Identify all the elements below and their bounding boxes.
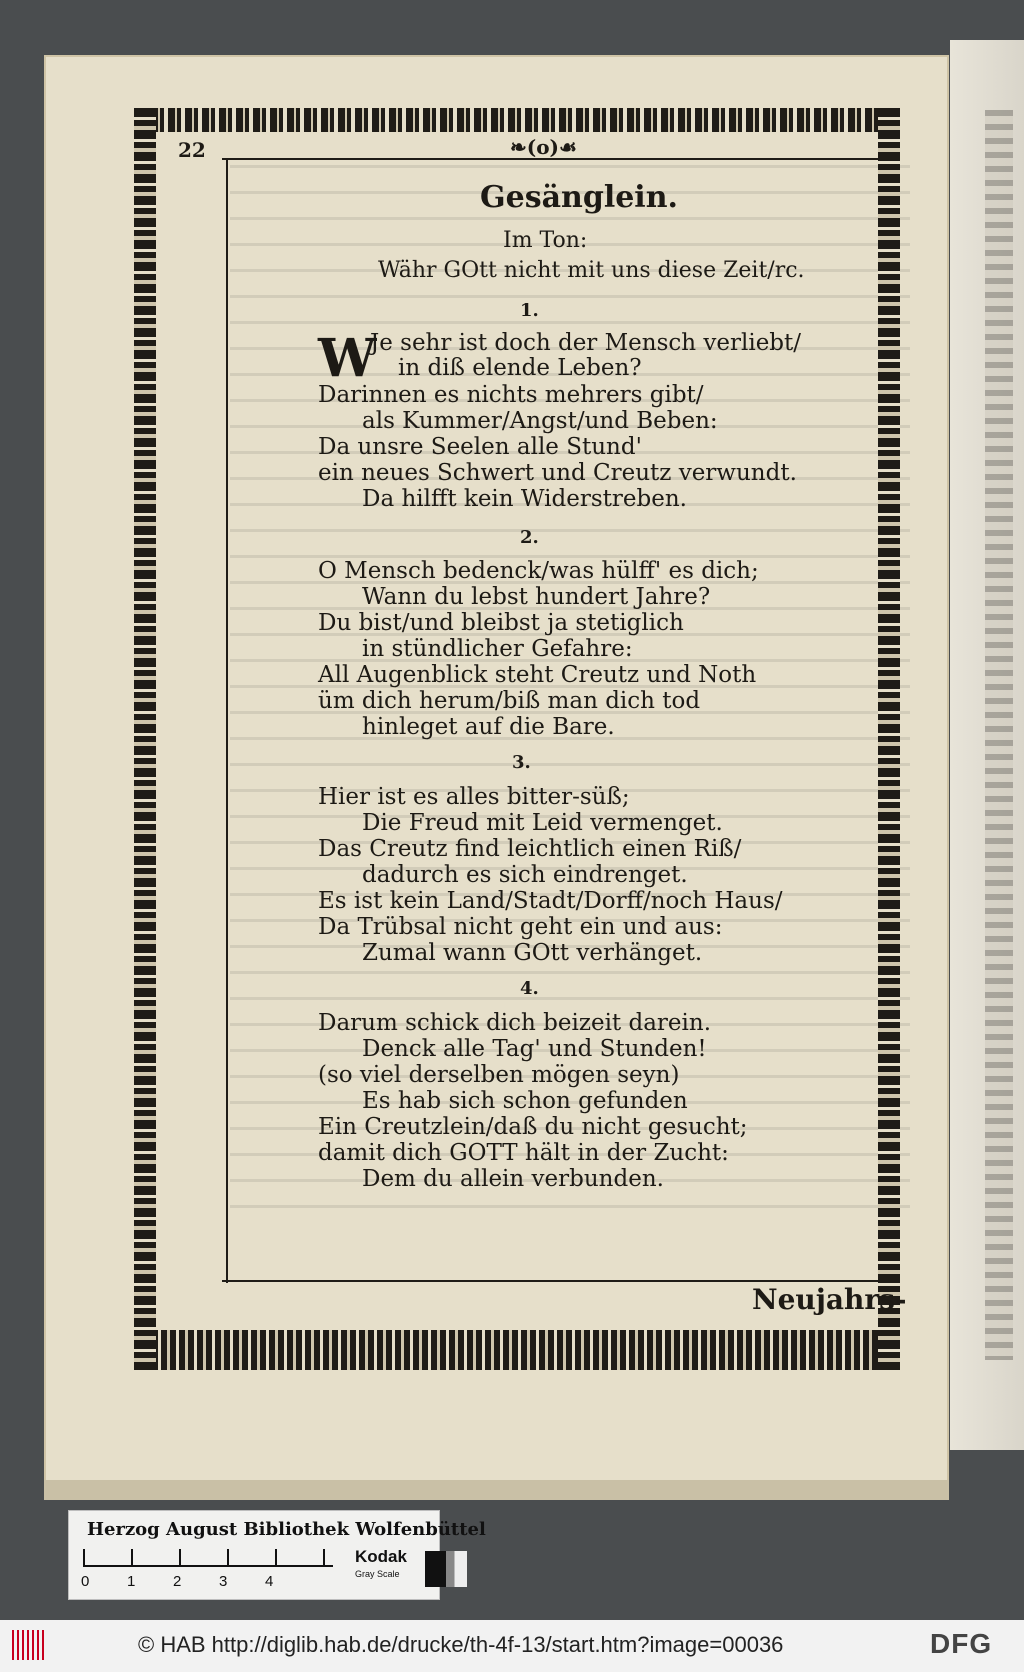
copyright-link[interactable]: © HAB http://diglib.hab.de/drucke/th-4f-13/start.htm?image=00036 (138, 1632, 784, 1657)
head-ornament: ❧(o)☙ (510, 135, 577, 159)
drop-cap: W (318, 328, 377, 389)
melody-reference: Währ GOtt nicht mit uns diese Zeit/rc. (378, 258, 805, 283)
verse-line: Es ist kein Land/Stadt/Dorff/noch Haus/ (318, 888, 783, 914)
verse-line: Da Trübsal nicht geht ein und aus: (318, 914, 723, 940)
verse-line: Das Creutz find leichtlich einen Riß/ (318, 836, 742, 862)
catchword: Neujahrs- (752, 1283, 907, 1316)
scale-number: 3 (219, 1573, 228, 1590)
verse-line: Denck alle Tag' und Stunden! (362, 1036, 707, 1062)
border-bottom-ornament (134, 1330, 900, 1370)
library-scale-label (68, 1510, 486, 1600)
verse-line: Es hab sich schon gefunden (362, 1088, 688, 1114)
verse-line: Du bist/und bleibst ja stetiglich (318, 610, 684, 636)
verse-line: Da hilfft kein Widerstreben. (362, 486, 687, 512)
verse-line: Dem du allein verbunden. (362, 1166, 664, 1192)
verse-line: als Kummer/Angst/und Beben: (362, 408, 718, 434)
page-bottom-edge (44, 1480, 949, 1500)
page-number: 22 (178, 138, 206, 162)
gray-scale-patch (425, 1551, 467, 1587)
verse-line: Zumal wann GOtt verhänget. (362, 940, 703, 966)
stanza-number: 4. (520, 978, 539, 999)
border-left-ornament (134, 108, 156, 1370)
verse-line: Darum schick dich beizeit darein. (318, 1010, 711, 1036)
verse-line: damit dich GOTT hält in der Zucht: (318, 1140, 729, 1166)
gray-scale-caption: Gray Scale (355, 1569, 400, 1579)
verse-line: in stündlicher Gefahre: (362, 636, 633, 662)
dfg-logo: DFG (930, 1628, 993, 1659)
stanza-number: 3. (512, 752, 531, 773)
verse-line: ein neues Schwert und Creutz verwundt. (318, 460, 797, 486)
tone-label: Im Ton: (503, 228, 588, 253)
verse-line: Darinnen es nichts mehrers gibt/ (318, 382, 704, 408)
verse-line: All Augenblick steht Creutz und Noth (318, 662, 757, 688)
scale-number: 2 (173, 1573, 182, 1590)
scale-number: 1 (127, 1573, 136, 1590)
barcode-icon (12, 1630, 46, 1660)
song-title: Gesänglein. (480, 180, 678, 215)
footer-rule (222, 1280, 878, 1282)
facing-page-border-ornament (985, 110, 1013, 1360)
kodak-brand: Kodak (355, 1547, 407, 1566)
verse-line: Ein Creutzlein/daß du nicht gesucht; (318, 1114, 748, 1140)
verse-line: dadurch es sich eindrenget. (362, 862, 688, 888)
verse-line: (so viel derselben mögen seyn) (318, 1062, 680, 1088)
verse-line: Da unsre Seelen alle Stund' (318, 434, 642, 460)
verse-line: Hier ist es alles bitter-süß; (318, 784, 630, 810)
scale-number: 0 (81, 1573, 90, 1590)
stanza-number: 2. (520, 527, 539, 548)
verse-line: Wann du lebst hundert Jahre? (362, 584, 711, 610)
border-top-ornament (134, 108, 900, 132)
verse-line: O Mensch bedenck/was hülff' es dich; (318, 558, 759, 584)
verse-line: Je sehr ist doch der Mensch verliebt/ (370, 330, 802, 356)
border-right-ornament (878, 108, 900, 1370)
verse-line: üm dich herum/biß man dich tod (318, 688, 701, 714)
scale-number: 4 (265, 1573, 274, 1590)
library-name: Herzog August Bibliothek Wolfenbüttel (87, 1519, 486, 1540)
verse-line: hinleget auf die Bare. (362, 714, 615, 740)
verse-line: Die Freud mit Leid vermenget. (362, 810, 723, 836)
margin-rule (226, 158, 228, 1283)
verse-line: in diß elende Leben? (398, 355, 642, 381)
stanza-number: 1. (520, 300, 539, 321)
ruler-scale (83, 1549, 333, 1567)
